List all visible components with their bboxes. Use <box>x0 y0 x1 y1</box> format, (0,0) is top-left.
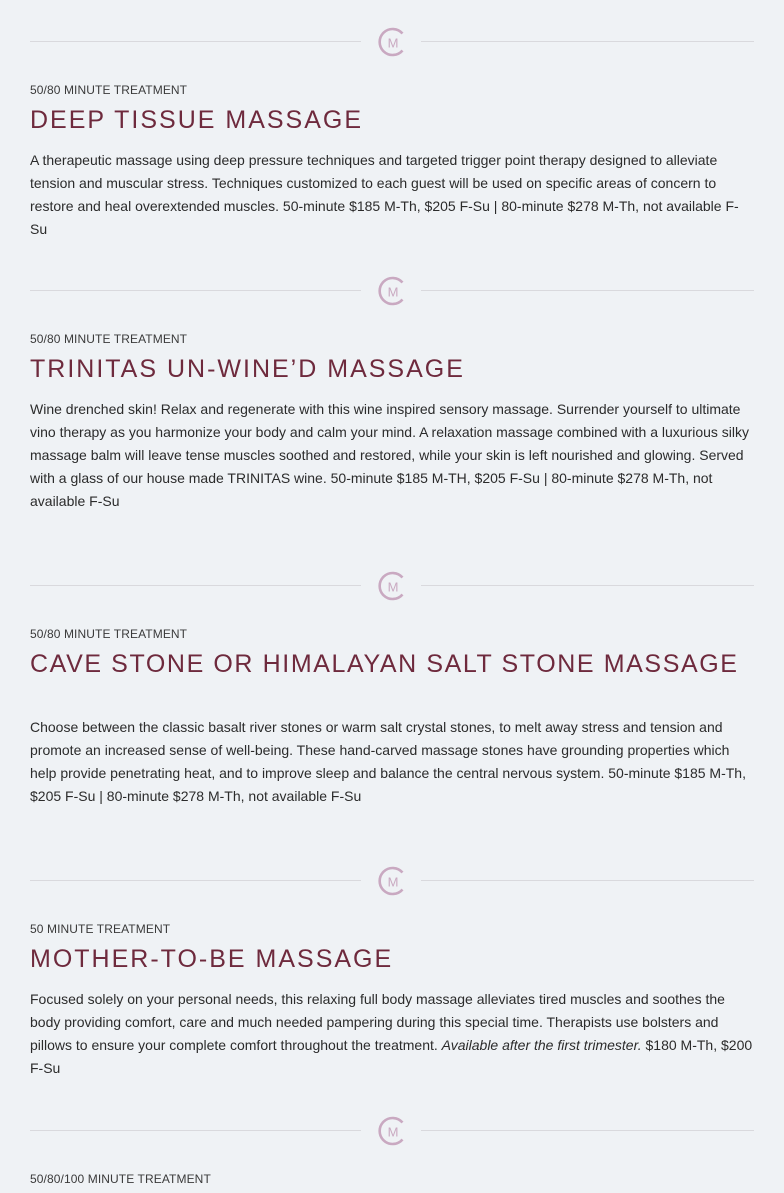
divider-line <box>421 1130 754 1131</box>
section-divider <box>30 864 754 898</box>
description-price: $180 M-Th, $200 F-Su <box>30 1037 753 1076</box>
divider-line <box>30 880 361 881</box>
section-divider <box>30 25 754 59</box>
divider-line <box>421 290 754 291</box>
cm-monogram-icon <box>375 1114 409 1148</box>
treatment-description: A therapeutic massage using deep pressure techniques and targeted trigger point therapy designed to alleviate tension and muscular stress. Techniques customized to each guest will be used on specific areas of concern to restore and heal overextended muscles. 50-minute $185 M-Th, $205 F-Su | 80-minute $278 M-Th, not available F-Su <box>30 152 739 237</box>
svg-text:M: M <box>387 579 399 595</box>
treatment-description: Wine drenched skin! Relax and regenerate with this wine inspired sensory massage. Surrender yourself to ultimate vino therapy as you harmonize your body and calm your mind. A relaxation massage combined with a luxurious silky massage balm will leave tense muscles soothed and restored, while your skin is left nourished and glowing. Served with a glass of our house made TRINITAS wine. 50-minute $185 M-TH, $205 F-Su | 80-minute $278 M-Th, not available F-Su <box>30 401 750 509</box>
divider-line <box>421 585 754 586</box>
divider-line <box>30 1130 361 1131</box>
treatment-duration: 50/80 MINUTE TREATMENT <box>30 83 188 97</box>
svg-text:M: M <box>387 35 399 51</box>
divider-line <box>30 585 361 586</box>
treatment-title: DEEP TISSUE MASSAGE <box>30 106 364 134</box>
section-divider <box>30 569 754 603</box>
treatment-description <box>30 988 754 1080</box>
cm-monogram-icon <box>375 25 409 59</box>
description-note: Available after the first trimester. <box>441 1037 642 1053</box>
divider-line <box>421 880 754 881</box>
svg-text:M: M <box>387 284 399 300</box>
treatment-title: TRINITAS UN-WINE’D MASSAGE <box>30 355 465 383</box>
cm-monogram-icon <box>375 274 409 308</box>
divider-line <box>30 290 361 291</box>
treatment-duration: 50/80 MINUTE TREATMENT <box>30 332 188 346</box>
divider-line <box>421 41 754 42</box>
svg-text:M: M <box>387 1124 399 1140</box>
section-divider <box>30 274 754 308</box>
treatment-title: MOTHER-TO-BE MASSAGE <box>30 945 394 973</box>
treatment-title: CAVE STONE OR HIMALAYAN SALT STONE MASSAGE <box>30 650 739 678</box>
cm-monogram-icon <box>375 569 409 603</box>
description-text: Focused solely on your personal needs, this relaxing full body massage alleviates tired muscles and soothes the body providing comfort, care and much needed pampering during this special time. Therapists use bolsters and pillows to ensure your complete comfort throughout the treatment. <box>30 991 725 1053</box>
treatment-duration: 50/80 MINUTE TREATMENT <box>30 627 188 641</box>
svg-text:M: M <box>387 874 399 890</box>
cm-monogram-icon <box>375 864 409 898</box>
treatment-description: Choose between the classic basalt river stones or warm salt crystal stones, to melt away stress and tension and promote an increased sense of well-being. These hand-carved massage stones have grounding properties which help provide penetrating heat, and to improve sleep and balance the central nervous system. 50-minute $185 M-Th, $205 F-Su | 80-minute $278 M-Th, not available F-Su <box>30 719 746 804</box>
section-divider <box>30 1114 754 1148</box>
treatment-duration: 50/80/100 MINUTE TREATMENT <box>30 1172 211 1186</box>
divider-line <box>30 41 361 42</box>
treatment-duration: 50 MINUTE TREATMENT <box>30 922 171 936</box>
